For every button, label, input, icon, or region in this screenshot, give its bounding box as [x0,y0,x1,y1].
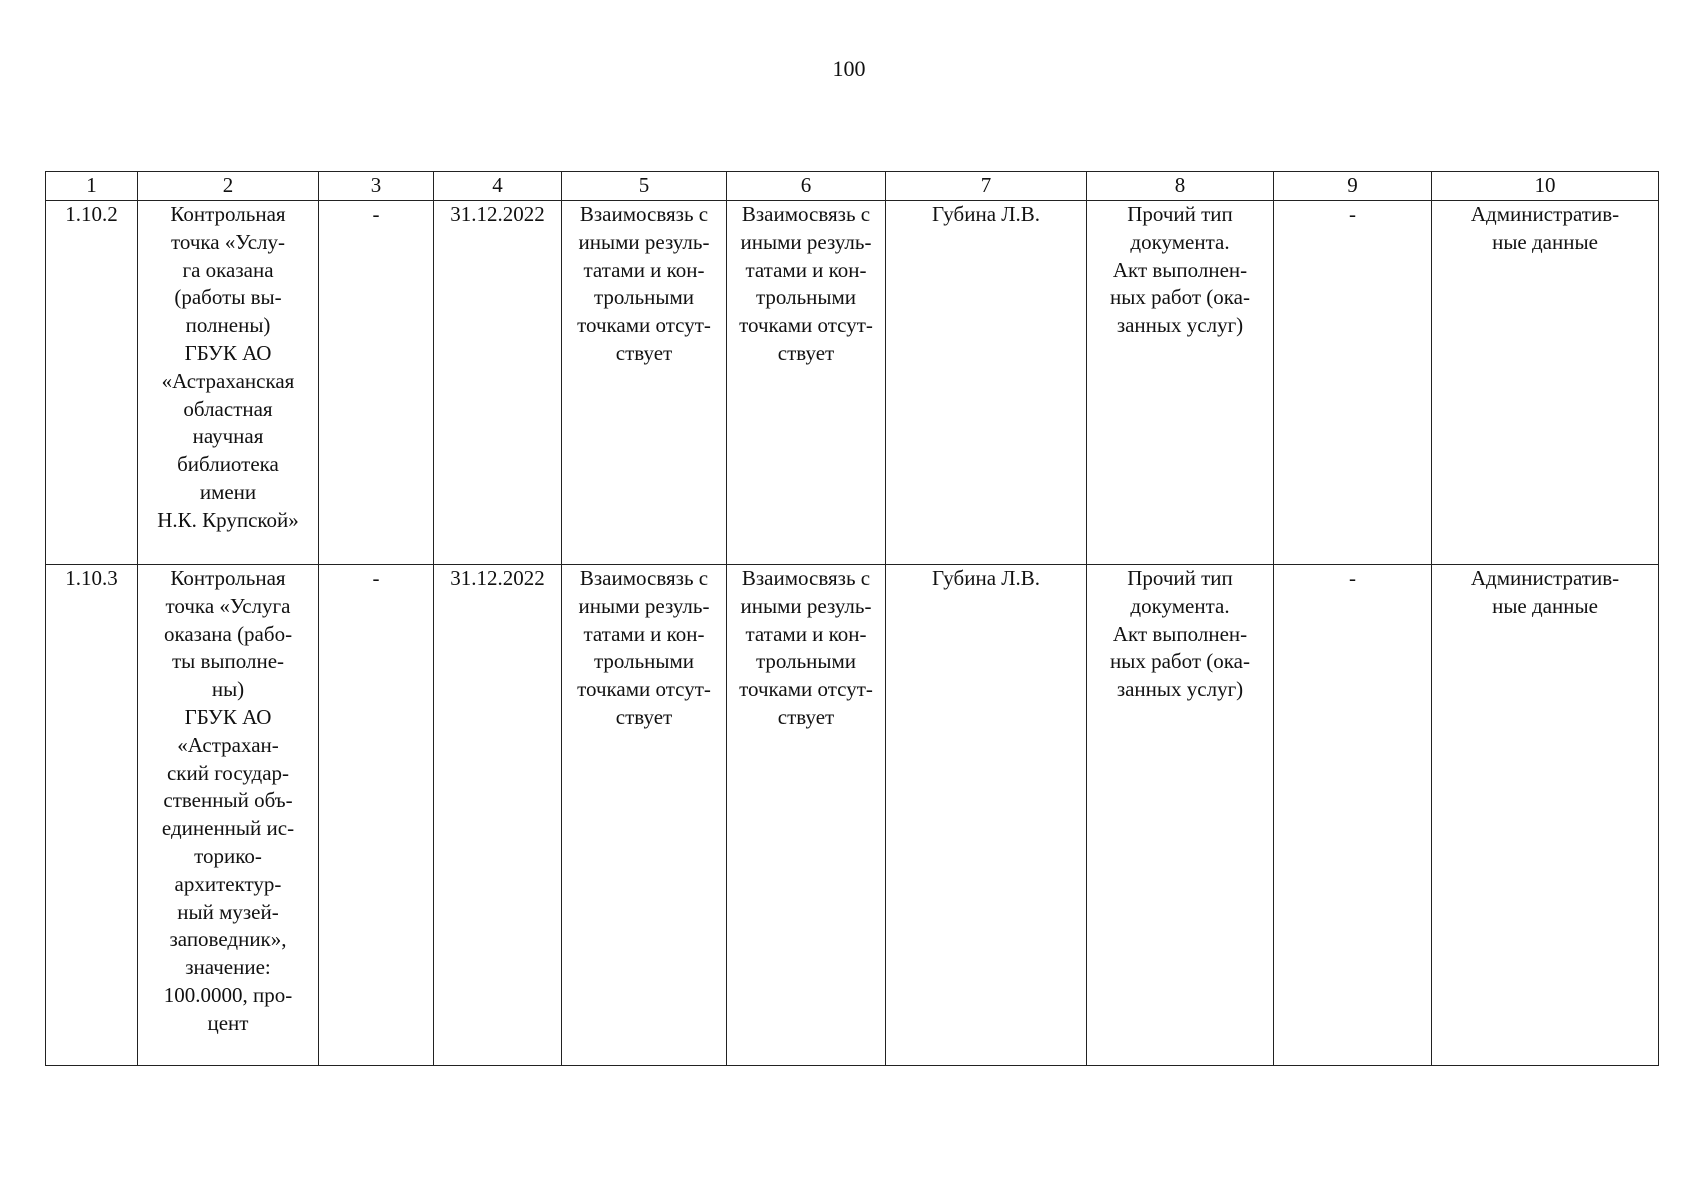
deadline-date: 31.12.2022 [450,566,545,590]
relation-text: Взаимосвязь с иными резуль- татами и кон- трольными точками отсут- ствует [739,566,873,729]
date-cell [434,565,562,1066]
row-number-cell [46,201,138,565]
table-cell [319,201,434,565]
column-header: 4 [434,172,562,201]
data-source: Административ- ные данные [1470,202,1620,254]
document-type: Прочий тип документа. Акт выполнен- ных работ (ока- занных услуг) [1110,566,1250,702]
column-header: 7 [886,172,1087,201]
relation-cell [727,201,886,565]
table-row [46,565,1659,1066]
row-number: 1.10.3 [65,566,118,590]
relation-text: Взаимосвязь с иными резуль- татами и кон- трольными точками отсут- ствует [739,202,873,365]
table-cell [1274,565,1432,1066]
responsible-person: Губина Л.В. [931,566,1041,590]
cell-text: - [372,566,380,590]
control-point-name-cell [138,201,319,565]
column-header: 6 [727,172,886,201]
document-type: Прочий тип документа. Акт выполнен- ных работ (ока- занных услуг) [1110,202,1250,338]
control-point-name-cell [138,565,319,1066]
page-number: 100 [832,56,866,81]
responsible-cell [886,201,1087,565]
column-header: 3 [319,172,434,201]
row-number-cell [46,565,138,1066]
data-source-cell [1432,201,1659,565]
responsible-cell [886,565,1087,1066]
cell-text: - [1349,202,1356,226]
column-header: 10 [1432,172,1659,201]
relation-cell [727,565,886,1066]
deadline-date: 31.12.2022 [450,202,545,226]
cell-text: - [372,202,380,226]
row-number: 1.10.2 [65,202,118,226]
table-header-row [46,172,1659,201]
cell-text: - [1349,566,1356,590]
document-table [45,171,1659,1066]
table-cell [1274,201,1432,565]
column-header: 8 [1087,172,1274,201]
control-point-name: Контрольная точка «Услуга оказана (рабо- ты выполне- ны) ГБУК АО «Астрахан- ский государ- ственный объ- единенный ис- торико- архитектур- ный музей- заповедник», значение: 100.0000, про- цент [161,566,295,1035]
column-header: 9 [1274,172,1432,201]
data-source: Административ- ные данные [1470,566,1620,618]
date-cell [434,201,562,565]
responsible-person: Губина Л.В. [931,202,1041,226]
document-type-cell [1087,565,1274,1066]
relation-cell [562,565,727,1066]
column-header: 1 [46,172,138,201]
relation-cell [562,201,727,565]
column-header: 5 [562,172,727,201]
table-cell [319,565,434,1066]
data-source-cell [1432,565,1659,1066]
relation-text: Взаимосвязь с иными резуль- татами и кон- трольными точками отсут- ствует [577,202,711,365]
control-point-name: Контрольная точка «Услу- га оказана (работы вы- полнены) ГБУК АО «Астраханская областная научная библиотека имени Н.К. Крупской» [157,202,299,532]
column-header: 2 [138,172,319,201]
table-row [46,201,1659,565]
relation-text: Взаимосвязь с иными резуль- татами и кон- трольными точками отсут- ствует [577,566,711,729]
document-type-cell [1087,201,1274,565]
